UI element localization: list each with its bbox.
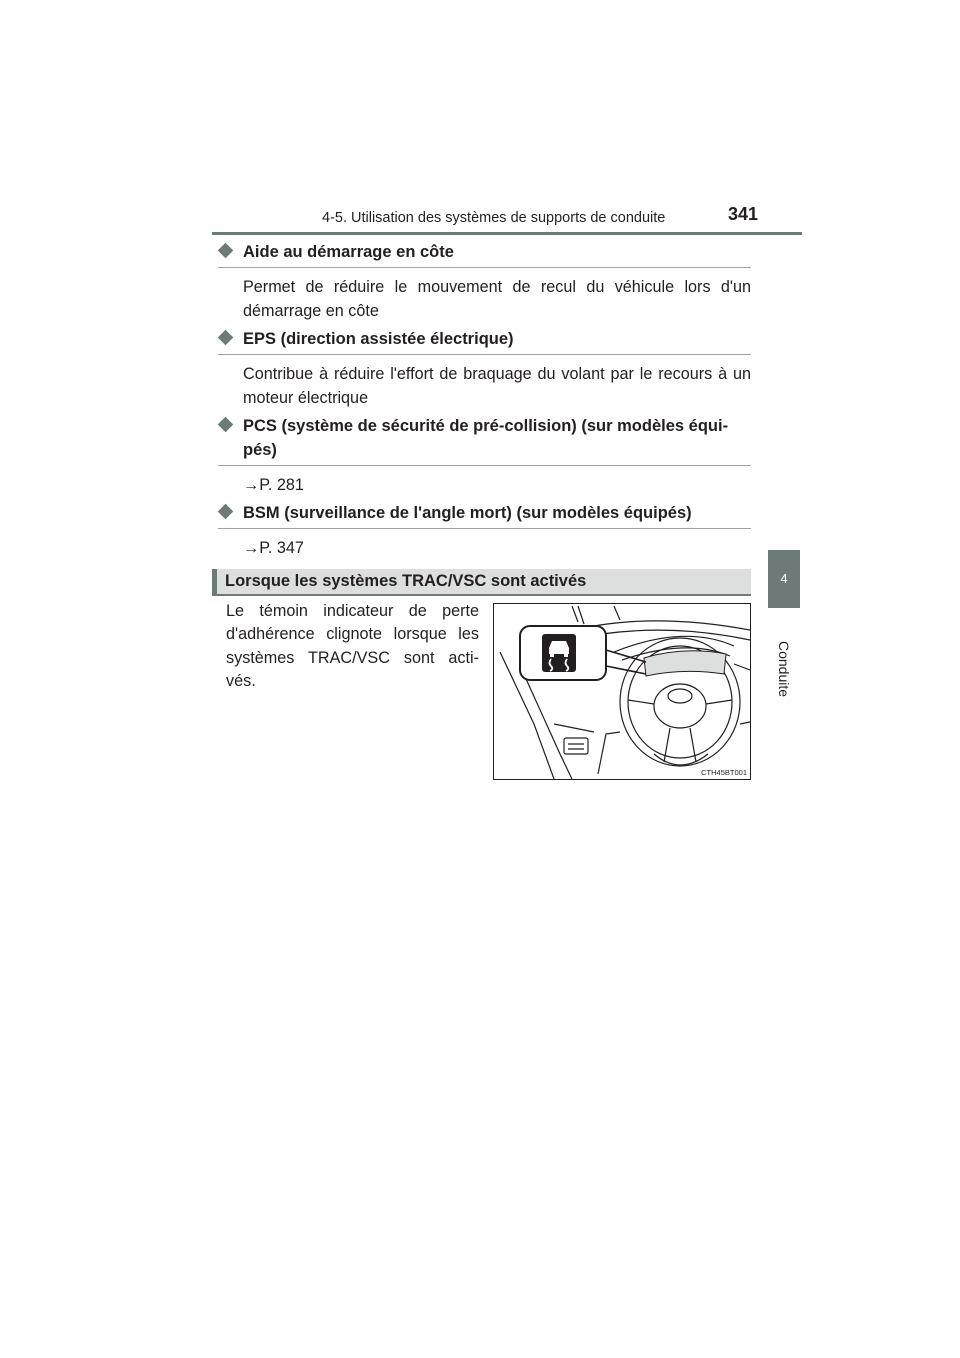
feature-heading <box>218 501 751 529</box>
section-heading-band <box>212 569 751 596</box>
chapter-number: 4 <box>780 571 788 586</box>
feature-heading <box>218 414 751 466</box>
diamond-bullet-icon <box>218 504 234 520</box>
steering-wheel-illustration <box>494 604 750 779</box>
feature-item-pcs <box>218 414 751 497</box>
feature-heading <box>218 327 751 355</box>
feature-heading-text: BSM (surveillance de l'angle mort) (sur modèles équipés) <box>243 504 692 522</box>
page-number: 341 <box>727 204 758 224</box>
diamond-bullet-icon <box>218 243 234 259</box>
diamond-bullet-icon <box>218 417 234 433</box>
page-header <box>212 204 802 235</box>
page-reference-link[interactable]: →P. 281 <box>243 476 304 494</box>
chapter-label: Conduite <box>776 641 792 698</box>
chapter-tab[interactable] <box>768 550 800 608</box>
dashboard-illustration <box>493 603 751 780</box>
feature-item-bsm <box>218 501 751 560</box>
feature-heading-text: Aide au démarrage en côte <box>243 243 454 261</box>
section-heading: Lorsque les systèmes TRAC/VSC sont activés <box>225 572 587 590</box>
header-section-title: 4-5. Utilisation des systèmes de supports de conduite <box>322 210 666 226</box>
feature-item-hill-start <box>218 240 751 323</box>
figure-code: CTH45BT001 <box>701 768 747 777</box>
feature-heading <box>218 240 751 268</box>
feature-heading-text: EPS (direction assistée électrique) <box>243 330 514 348</box>
slip-indicator-icon <box>542 634 576 672</box>
diamond-bullet-icon <box>218 330 234 346</box>
feature-description: Contribue à réduire l'effort de braquage du volant par le recours à un moteur électrique <box>243 365 751 407</box>
feature-heading-text: PCS (système de sécurité de pré-collision) (sur modèles équi-pés) <box>243 417 729 459</box>
page-reference-link[interactable]: →P. 347 <box>243 539 304 557</box>
feature-description: Permet de réduire le mouvement de recul du véhicule lors d'un démarrage en côte <box>243 278 751 320</box>
feature-item-eps <box>218 327 751 410</box>
section-paragraph: Le témoin indicateur de perte d'adhérence clignote lorsque les systèmes TRAC/VSC sont acti-vés. <box>226 602 479 691</box>
